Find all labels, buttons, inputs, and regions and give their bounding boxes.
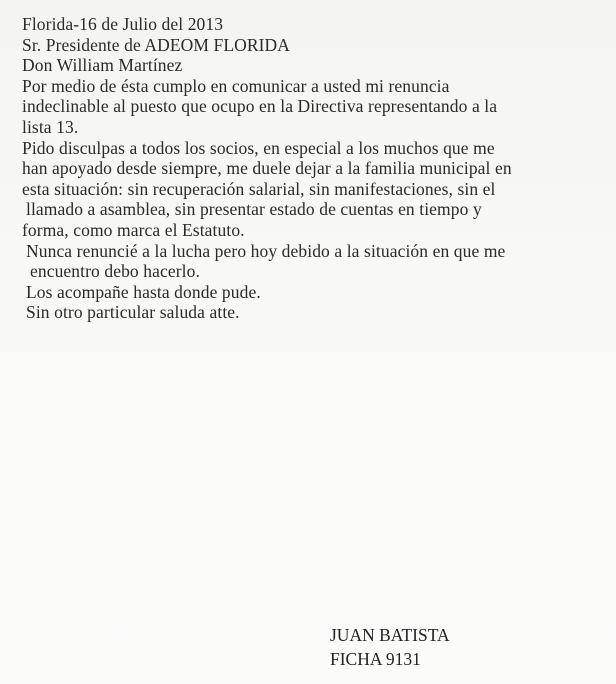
paragraph-line: Pido disculpas a todos los socios, en especial a los muchos que me xyxy=(22,137,495,158)
letter-body xyxy=(22,14,612,323)
signature-block xyxy=(330,623,450,671)
paragraph-line: llamado a asamblea, sin presentar estado de cuentas en tiempo y xyxy=(26,199,482,220)
paragraph-line: forma, como marca el Estatuto. xyxy=(22,219,245,240)
closing-line: Sin otro particular saluda atte. xyxy=(26,302,240,323)
paragraph-line: encuentro debo hacerlo. xyxy=(30,261,200,282)
paragraph-line: Los acompañe hasta donde pude. xyxy=(26,281,261,302)
recipient-name-line: Don William Martínez xyxy=(22,55,183,76)
paragraph-line: Por medio de ésta cumplo en comunicar a usted mi renuncia xyxy=(22,75,450,96)
paragraph-line: indeclinable al puesto que ocupo en la Directiva representando a la xyxy=(22,96,498,117)
signature-ficha: FICHA 9131 xyxy=(330,649,421,669)
paragraph-line: han apoyado desde siempre, me duele dejar a la familia municipal en xyxy=(22,158,512,179)
date-line: Florida-16 de Julio del 2013 xyxy=(22,14,224,34)
signature-name: JUAN BATISTA xyxy=(330,625,450,645)
paragraph-line: lista 13. xyxy=(22,116,79,137)
paragraph-line: Nunca renuncié a la lucha pero hoy debido a la situación en que me xyxy=(26,240,506,261)
paragraph-line: esta situación: sin recuperación salarial, sin manifestaciones, sin el xyxy=(22,178,496,199)
recipient-line: Sr. Presidente de ADEOM FLORIDA xyxy=(22,34,291,55)
